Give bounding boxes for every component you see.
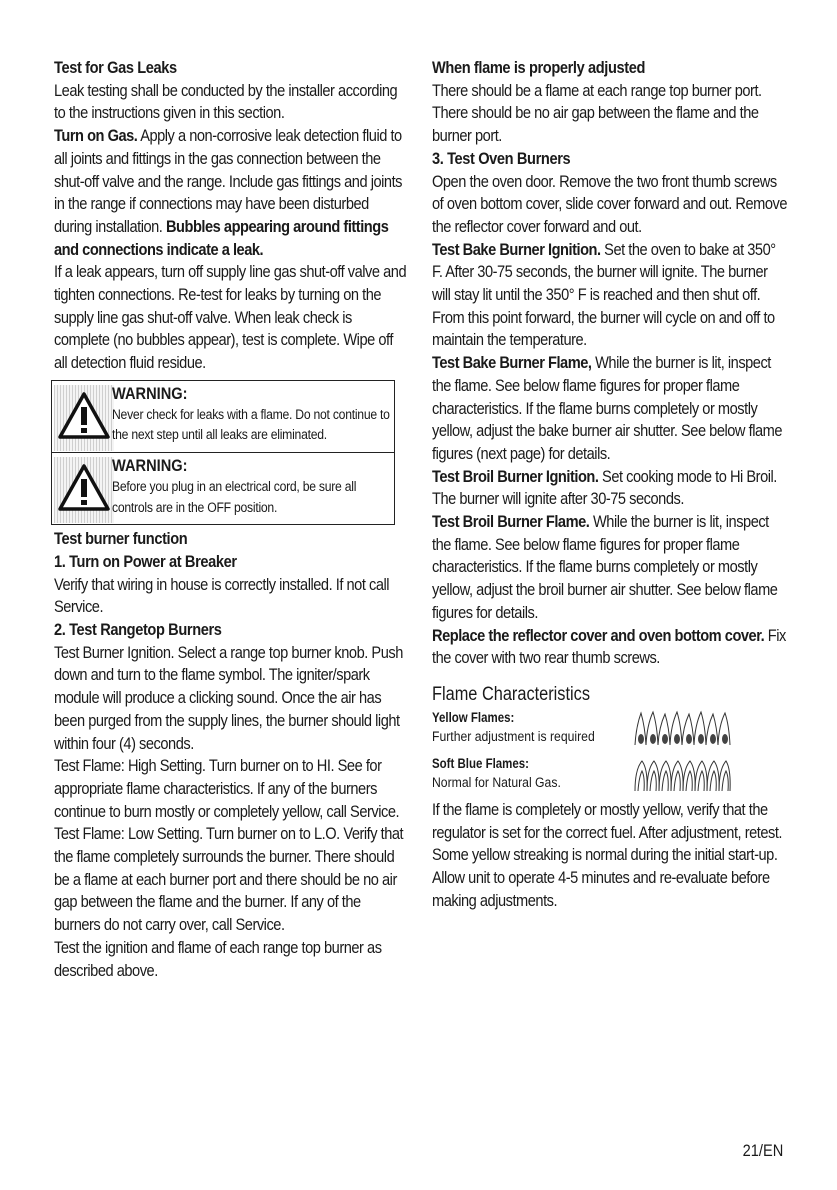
warning-title: WARNING:: [112, 383, 188, 403]
flame-name: Yellow Flames:: [432, 708, 515, 725]
bubbles-text: Bubbles appearing around fittings and connections indicate a leak.: [54, 216, 389, 259]
replace-cover-paragraph: [432, 625, 787, 670]
step1-heading: 1. Turn on Power at Breaker: [54, 551, 237, 571]
yellow-flame-advice: If the flame is completely or mostly yellow, verify that the regulator is set for the correct fuel. After adjustment, retest.: [432, 799, 783, 842]
step2-text: Test Burner Ignition. Select a range top burner knob. Push down and turn to the flame symbol. The igniter/spark module will produce a clicking sound. Once the air has been purged from the supply lines, the burner should light within four (4) seconds.: [54, 642, 403, 753]
flame-row-blue: [432, 753, 788, 799]
blue-flame-icon: [632, 755, 732, 795]
broil-flame-text: While the burner is lit, inspect the flame. See below flame figures for proper flame characteristics. If the flame burns completely or mostly yellow, adjust the broil burner air shutter. See below flame figures for details.: [432, 512, 778, 622]
bake-ignition-text: Set the oven to bake at 350° F. After 30-75 seconds, the burner will ignite. The burner will stay lit until the 350° F is reached and then shut off. From this point forward, the burner will cycle on and off to maintain the temperature.: [432, 239, 776, 350]
bake-flame-paragraph: [432, 352, 787, 466]
adjusted-text-2: There should be no air gap between the flame and the burner port.: [432, 103, 759, 146]
step2-heading: 2. Test Rangetop Burners: [54, 620, 222, 640]
adjusted-heading: When flame is properly adjusted: [432, 58, 646, 77]
step1-text: Verify that wiring in house is correctly installed. If not call Service.: [54, 574, 390, 617]
turn-on-gas-paragraph: [54, 125, 409, 261]
bake-ignition-label: Test Bake Burner Ignition.: [432, 239, 601, 259]
bake-flame-text: While the burner is lit, inspect the flame. See below flame figures for proper flame characteristics. If the flame burns completely or mostly yellow, adjust the bake burner air shutter. See below flame figures (next page) for details.: [432, 353, 783, 463]
burner-function-heading: Test burner function: [54, 529, 188, 549]
flame-desc: Normal for Natural Gas.: [432, 774, 561, 791]
bake-ignition-paragraph: [432, 239, 787, 353]
leak-test-intro: Leak testing shall be conducted by the installer according to the instructions given in this section.: [54, 80, 398, 123]
broil-ignition-text: Set cooking mode to Hi Broil. The burner will ignite after 30-75 seconds.: [432, 466, 777, 509]
step3-heading: 3. Test Oven Burners: [432, 148, 571, 168]
warning-icon: [54, 457, 114, 523]
broil-ignition-paragraph: [432, 466, 787, 511]
turn-on-gas-label: Turn on Gas.: [54, 126, 138, 146]
flame-name: Soft Blue Flames:: [432, 754, 529, 771]
bake-flame-label: Test Bake Burner Flame,: [432, 353, 592, 373]
replace-cover-label: Replace the reflector cover and oven bottom cover.: [432, 625, 765, 645]
step3-text: Open the oven door. Remove the two front thumb screws of oven bottom cover, slide cover forward and out. Remove the reflector cover forward and out.: [432, 171, 787, 236]
turn-on-gas-text: Apply a non-corrosive leak detection fluid to all joints and fittings in the gas connection between the shut-off valve and the range. Include gas fittings and joints in the range if connections may have been disturbed during installation.: [54, 126, 403, 236]
ignition-each-text: Test the ignition and flame of each range top burner as described above.: [54, 937, 382, 980]
warning-icon: [54, 385, 114, 451]
warning-title: WARNING:: [112, 456, 188, 476]
warning-text: Before you plug in an electrical cord, be sure all controls are in the OFF position.: [112, 479, 357, 516]
adjusted-text-1: There should be a flame at each range top burner port.: [432, 80, 762, 100]
right-column: [432, 57, 788, 913]
leak-appears-paragraph: If a leak appears, turn off supply line gas shut-off valve and tighten connections. Re-test for leaks by turning on the supply line gas shut-off valve. When leak check is complete (no bubbles appear), test is complete. Wipe off all detection fluid residue.: [54, 262, 407, 373]
flame-row-yellow: [432, 707, 788, 753]
broil-flame-paragraph: [432, 511, 787, 625]
left-column: [54, 57, 410, 982]
warning-box-flame: [51, 380, 395, 453]
high-setting-text: Test Flame: High Setting. Turn burner on to HI. See for appropriate flame characteristics. If any of the burners continue to burn mostly or completely yellow, call Service.: [54, 756, 400, 821]
low-setting-text: Test Flame: Low Setting. Turn burner on to L.O. Verify that the flame completely surrounds the burner. There should be a flame at each burner port and there should be no air gap between the flame and the burner. If any of the burners do not carry over, call Service.: [54, 824, 404, 935]
broil-ignition-label: Test Broil Burner Ignition.: [432, 466, 599, 486]
warning-text: Never check for leaks with a flame. Do not continue to the next step until all leaks are eliminated.: [112, 406, 390, 444]
leak-test-heading: Test for Gas Leaks: [54, 58, 177, 77]
flame-characteristics-heading: Flame Characteristics: [432, 683, 590, 705]
replace-cover-text: Fix the cover with two rear thumb screws.: [432, 625, 786, 668]
page-number: 21/EN: [742, 1141, 783, 1160]
flame-desc: Further adjustment is required: [432, 728, 595, 745]
warning-box-electrical: [51, 453, 395, 525]
broil-flame-label: Test Broil Burner Flame.: [432, 512, 590, 532]
yellow-streaking-note: Some yellow streaking is normal during the initial start-up. Allow unit to operate 4-5 minutes and re-evaluate before making adjustments.: [432, 845, 778, 910]
yellow-flame-icon: [632, 709, 732, 749]
